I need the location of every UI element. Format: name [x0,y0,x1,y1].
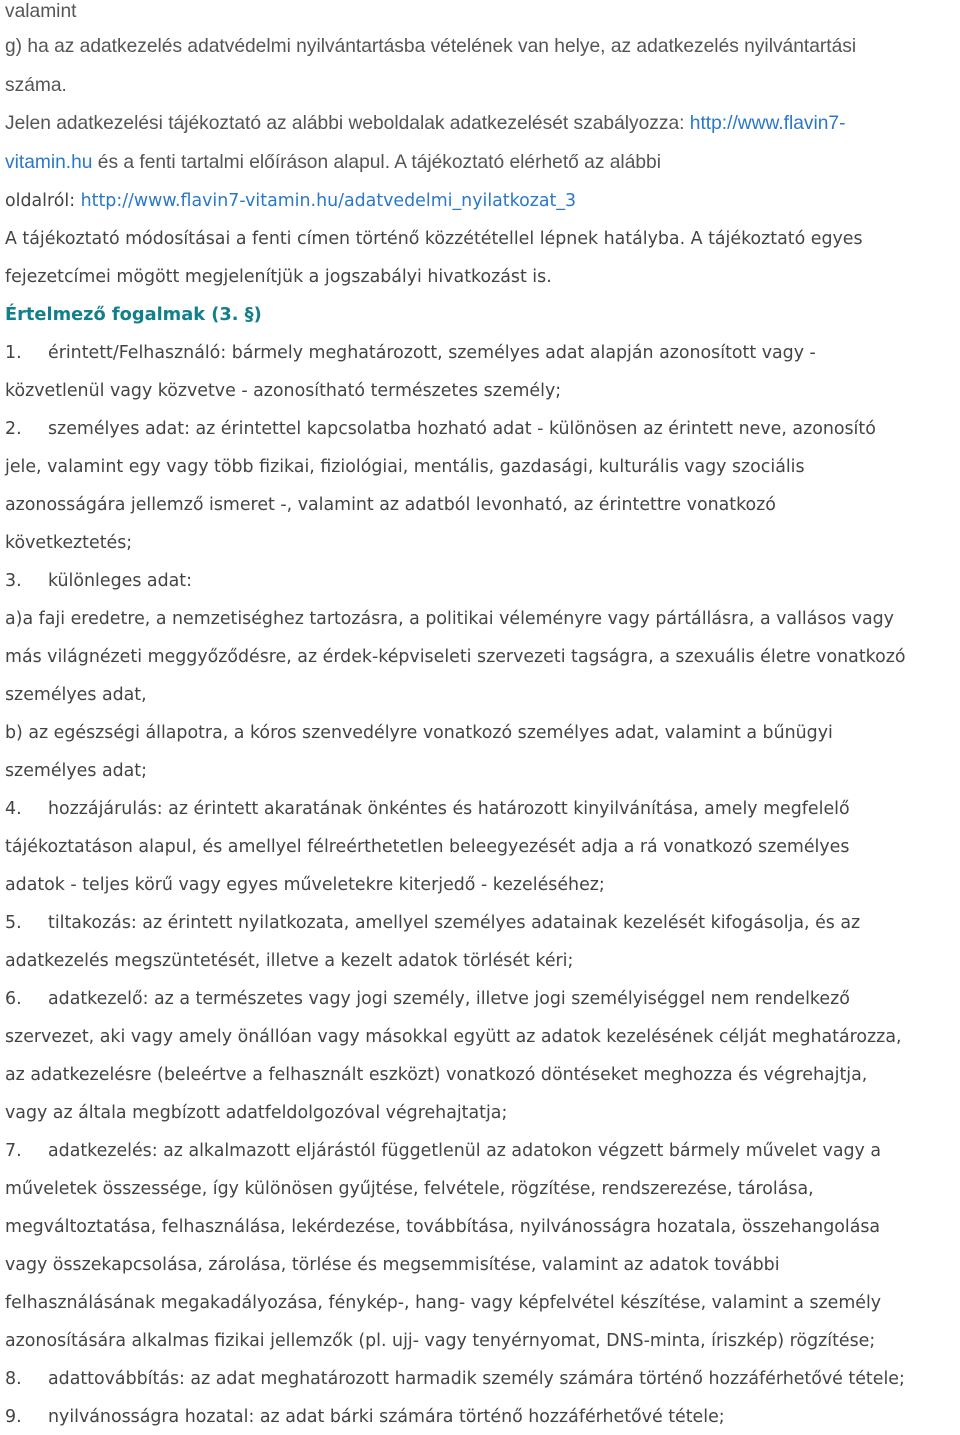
intro-line [5,35,856,59]
definition-text: adatkezelő: az a természetes vagy jogi személy, illetve jogi személyiséggel nem rendelkező [48,989,850,1009]
definition-item [5,987,850,1011]
definition-item [5,569,192,593]
definition-item [5,1367,905,1391]
definition-line: az adatkezelésre (beleértve a felhasznált eszközt) vonatkozó döntéseket meghozza és végrehajtja, [5,1065,868,1085]
definition-text: érintett/Felhasználó: bármely meghatározott, személyes adat alapján azonosított vagy - [48,343,816,363]
definition-line: vagy összekapcsolása, zárolása, törlése és megsemmisítése, valamint az adatok további [5,1255,780,1275]
section-heading: Értelmező fogalmak (3. §) [5,304,262,325]
definition-line: más világnézeti meggyőződésre, az érdek-képviseleti szervezeti tagságra, a szexuális életre vonatkozó [5,647,906,667]
intro-text: g) ha az adatkezelés adatvédelmi nyilvántartásba vételének van helye, az adatkezelés nyilvántartási [5,36,857,57]
intro-text: Jelen adatkezelési tájékoztató az alábbi weboldalak adatkezelését szabályozza: [5,113,690,134]
privacy-policy-link[interactable]: http://www.flavin7-vitamin.hu/adatvedelmi_nyilatkozat_3 [80,191,577,211]
definition-line: azonosságára jellemző ismeret -, valamint az adatból levonható, az érintettre vonatkozó [5,495,776,515]
definition-item [5,341,816,365]
intro-line [5,74,67,98]
definition-item [5,1139,881,1163]
definition-number: 1. [5,343,22,363]
definition-item [5,1405,725,1429]
definition-line: felhasználásának megakadályozása, fénykép-, hang- vagy képfelvétel készítése, valamint a személy [5,1293,882,1313]
definition-text: adatkezelés: az alkalmazott eljárástól függetlenül az adatokon végzett bármely művelet vagy a [48,1141,882,1161]
definition-line: adatok - teljes körű vagy egyes műveletekre kiterjedő - kezeléséhez; [5,875,605,895]
definition-line: b) az egészségi állapotra, a kóros szenvedélyre vonatkozó személyes adat, valamint a bűnügyi [5,723,833,743]
intro-line [5,227,863,251]
definition-number: 7. [5,1141,22,1161]
intro-text: fejezetcímei mögött megjelenítjük a jogszabályi hivatkozást is. [5,267,552,287]
definition-text: nyilvánosságra hozatal: az adat bárki számára történő hozzáférhetővé tétele; [48,1407,725,1427]
intro-line [5,265,552,289]
definition-text: tiltakozás: az érintett nyilatkozata, amellyel személyes adatainak kezelését kifogásolja, és az [48,913,861,933]
definition-line: személyes adat, [5,685,147,705]
definition-line: megváltoztatása, felhasználása, lekérdezése, továbbítása, nyilvánosságra hozatala, összehangolása [5,1217,881,1237]
definition-text: személyes adat: az érintettel kapcsolatba hozható adat - különösen az érintett neve, azonosító [48,419,876,439]
definition-number: 2. [5,419,22,439]
intro-line [5,0,76,24]
intro-line [5,189,576,213]
definition-text: hozzájárulás: az érintett akaratának önkéntes és határozott kinyilvánítása, amely megfelelő [48,799,850,819]
definition-item [5,911,860,935]
definition-line: adatkezelés megszüntetését, illetve a kezelt adatok törlését kéri; [5,951,574,971]
website-link[interactable]: http://www.flavin7- [689,113,846,134]
intro-line [5,112,846,136]
definition-line: azonosítására alkalmas fizikai jellemzők (pl. ujj- vagy tenyérnyomat, DNS-minta, íriszkép) rögzítése; [5,1331,876,1351]
definition-line: szervezet, aki vagy amely önállóan vagy másokkal együtt az adatok kezelésének célját meghatározza, [5,1027,902,1047]
definition-item [5,417,876,441]
website-link[interactable]: vitamin.hu [5,152,93,173]
definition-line: következtetés; [5,533,133,553]
definition-number: 8. [5,1369,22,1389]
intro-line [5,151,661,175]
intro-text: és a fenti tartalmi előíráson alapul. A tájékoztató elérhető az alábbi [92,152,661,173]
definition-number: 4. [5,799,22,819]
definition-line: a)a faji eredetre, a nemzetiséghez tartozásra, a politikai véleményre vagy pártállásra, a vallásos vagy [5,609,894,629]
definition-number: 9. [5,1407,22,1427]
definition-text: adattovábbítás: az adat meghatározott harmadik személy számára történő hozzáférhetővé tétele; [48,1369,905,1389]
definition-number: 3. [5,571,22,591]
definition-line: személyes adat; [5,761,147,781]
definition-line: műveletek összessége, így különösen gyűjtése, felvétele, rögzítése, rendszerezése, tárolása, [5,1179,814,1199]
definition-line: vagy az általa megbízott adatfeldolgozóval végrehajtatja; [5,1103,508,1123]
definition-line: jele, valamint egy vagy több fizikai, fiziológiai, mentális, gazdasági, kulturális vagy szociális [5,457,805,477]
definition-line: közvetlenül vagy közvetve - azonosítható természetes személy; [5,381,562,401]
definition-number: 5. [5,913,22,933]
intro-text: oldalról: [5,191,81,211]
intro-text: A tájékoztató módosításai a fenti címen történő közzététellel lépnek hatályba. A tájékoztató egyes [5,229,863,249]
intro-text: száma. [5,75,67,96]
definition-line: tájékoztatáson alapul, és amellyel félreérthetetlen beleegyezését adja a rá vonatkozó személyes [5,837,850,857]
definition-number: 6. [5,989,22,1009]
intro-text: valamint [5,1,77,22]
definition-text: különleges adat: [48,571,192,591]
definition-item [5,797,850,821]
